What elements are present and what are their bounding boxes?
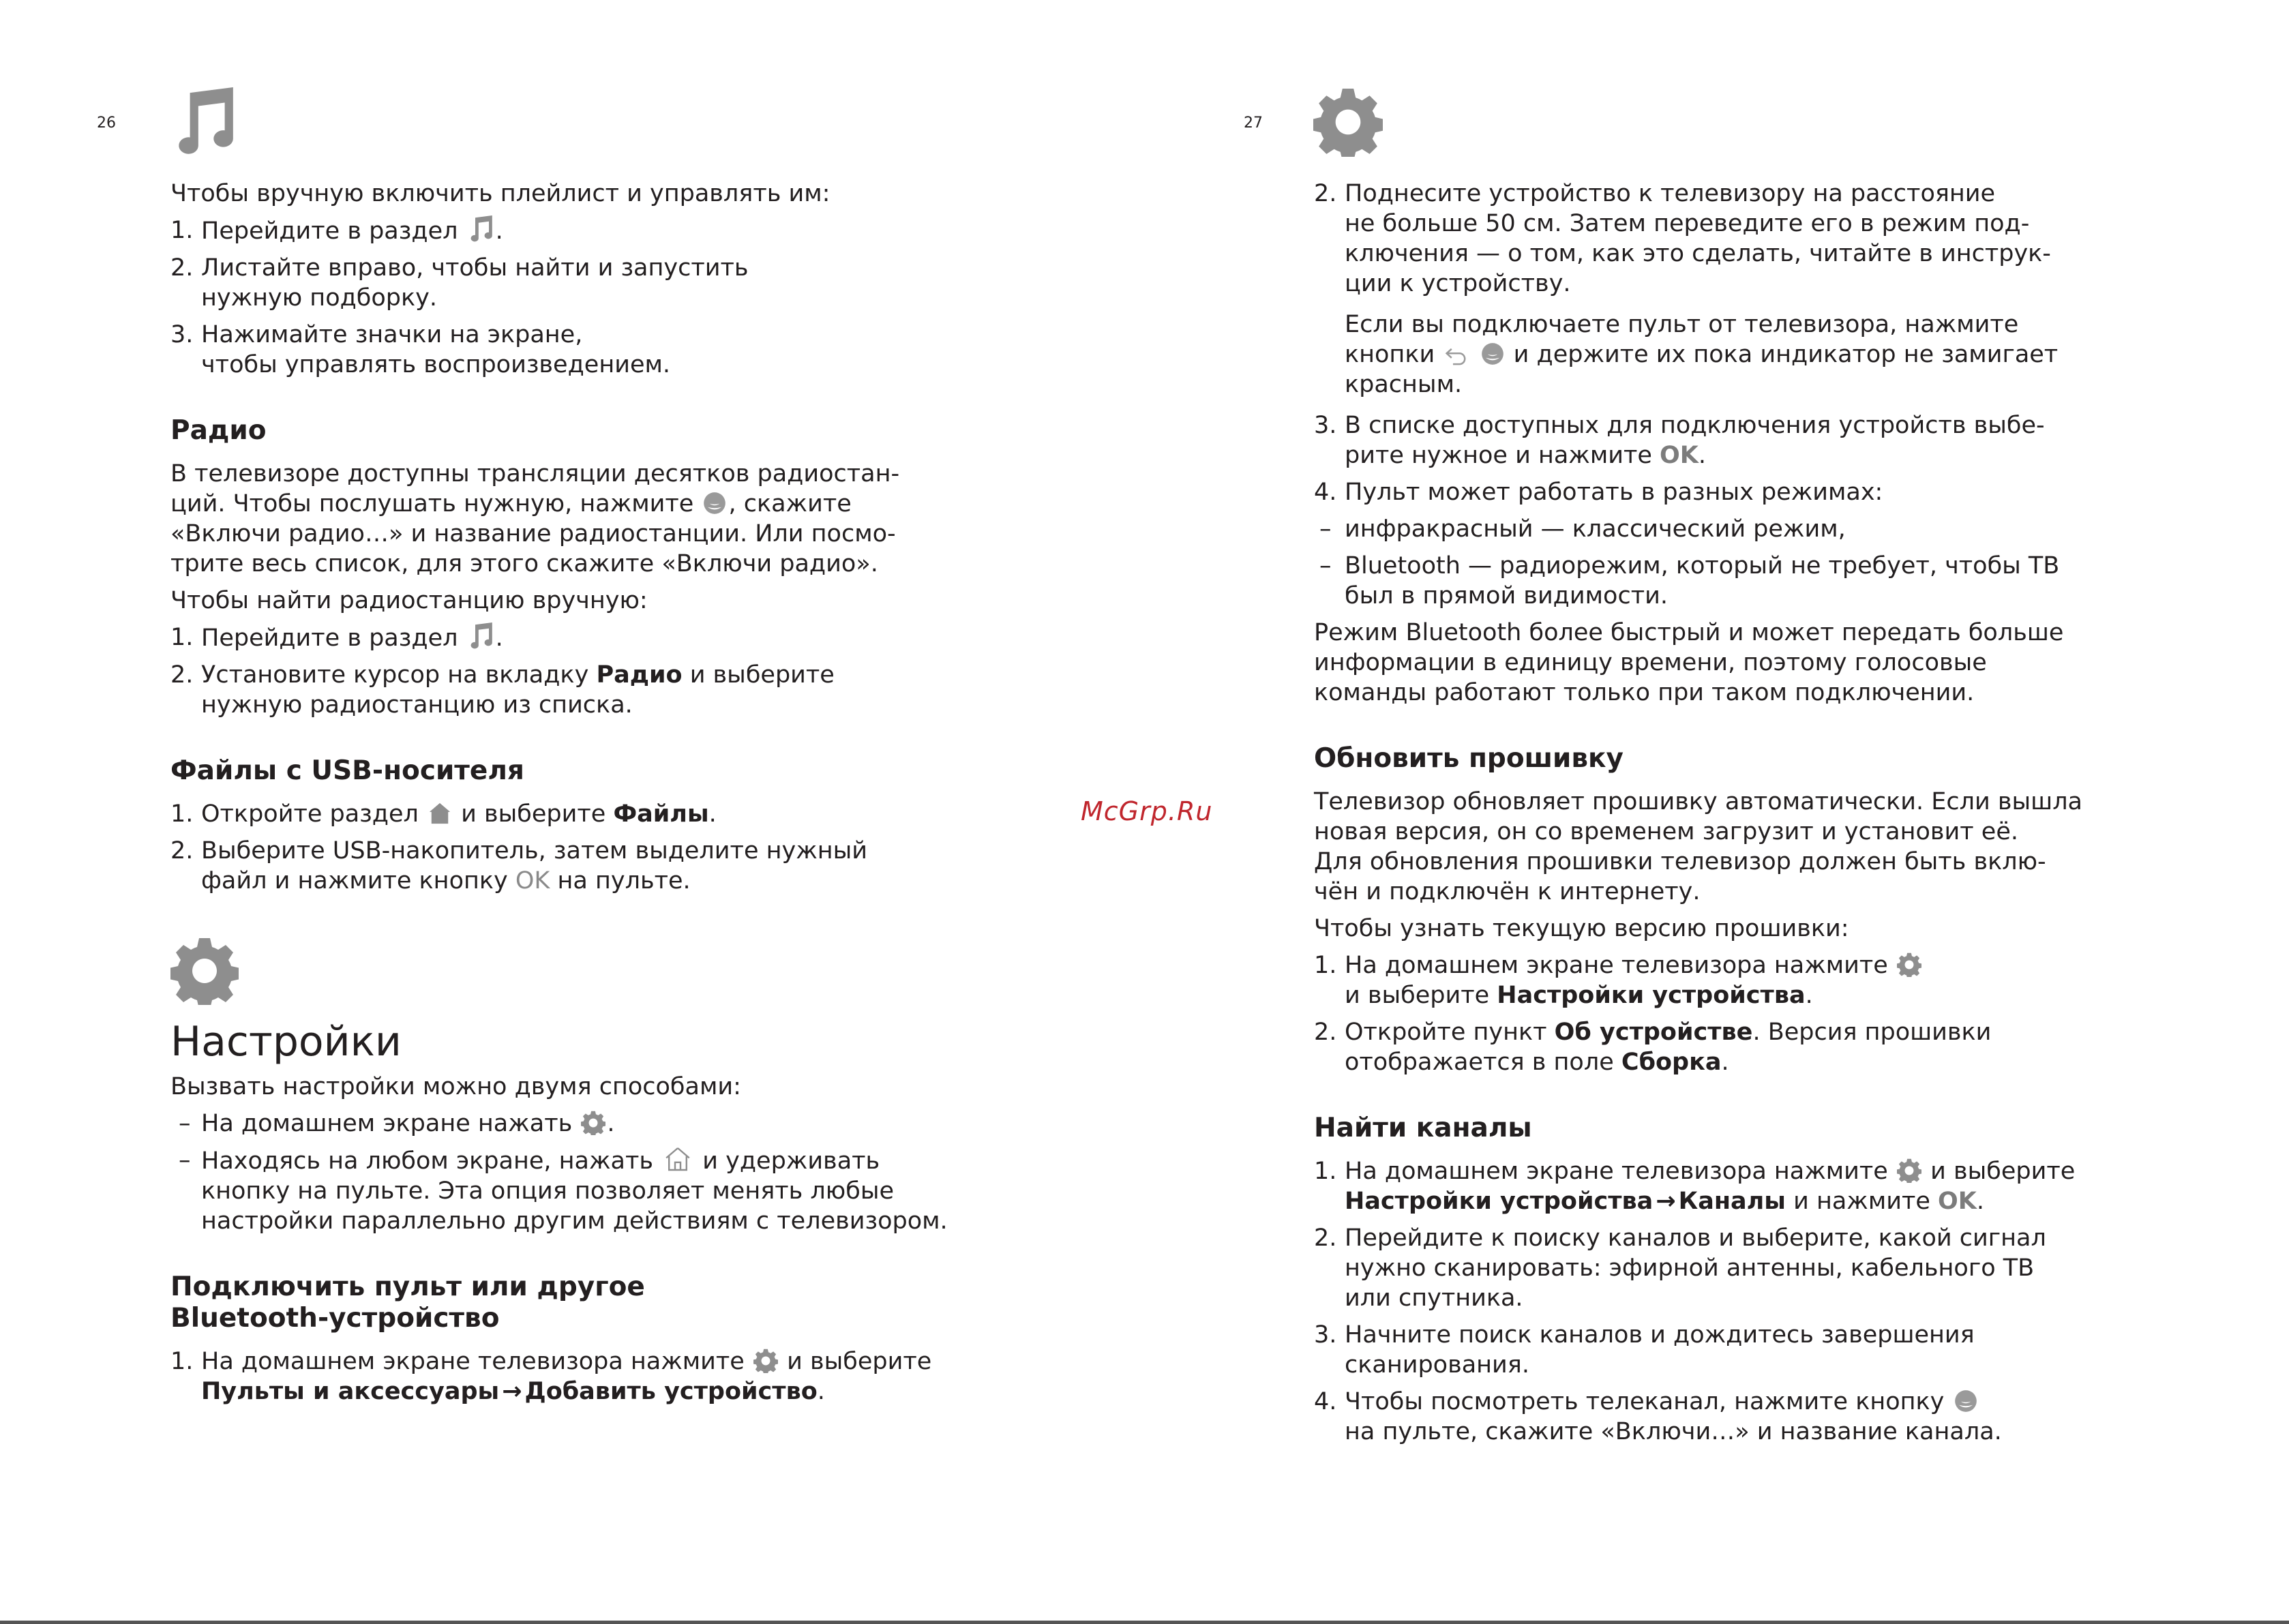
gear-icon	[753, 1349, 778, 1373]
list-item: 1. На домашнем экране телевизора нажмите и выберите Настройки устройства → Каналы и нажмите OK.	[1314, 1158, 2076, 1215]
playlist-intro: Чтобы вручную включить плейлист и управлять им:	[170, 180, 831, 207]
alice-voice-icon	[1954, 1389, 1978, 1413]
gear-icon	[170, 937, 239, 1005]
list-item: 1. Перейдите в раздел .	[170, 217, 503, 245]
list-item: 2. Листайте вправо, чтобы найти и запустить нужную подборку.	[170, 254, 749, 312]
music-note-icon	[467, 215, 494, 243]
back-icon	[1443, 342, 1469, 366]
radio-heading: Радио	[170, 415, 267, 446]
gear-icon	[1313, 87, 1383, 157]
home-outline-icon	[662, 1145, 693, 1173]
radio-paragraph: В телевизоре доступны трансляции десятков радиостан- ций. Чтобы послушать нужную, нажмите , скажите «Включи радио…» и название радиостанции. Или посмо- трите весь список, для этого скажите «Включи радио».	[170, 460, 900, 577]
connect-remote-heading: Подключить пульт или другое Bluetooth-устройство	[170, 1272, 645, 1334]
right-column	[1314, 179, 2200, 1454]
music-note-icon	[169, 87, 239, 157]
list-item: 2. Перейдите к поиску каналов и выберите, какой сигнал нужно сканировать: эфирной антенны, кабельного ТВ или спутника.	[1314, 1224, 2046, 1312]
right-page	[1144, 0, 2289, 1624]
list-item: 2. Выберите USB-накопитель, затем выделите нужный файл и нажмите кнопку OK на пульте.	[170, 837, 867, 894]
step-note: Если вы подключаете пульт от телевизора, нажмите кнопки и держите их пока индикатор не замигает красным.	[1345, 311, 2059, 398]
left-column	[170, 179, 1057, 1413]
list-item: 4. Пульт может работать в разных режимах:	[1314, 479, 1883, 506]
list-item: 3. Нажимайте значки на экране, чтобы управлять воспроизведением.	[170, 321, 671, 378]
music-note-icon	[467, 622, 494, 650]
bluetooth-paragraph: Режим Bluetooth более быстрый и может передать больше информации в единицу времени, поэтому голосовые команды работают только при таком подключении.	[1314, 619, 2064, 706]
list-item: 3. В списке доступных для подключения устройств выбе- рите нужное и нажмите OK.	[1314, 412, 2045, 469]
list-item: 1. Откройте раздел и выберите Файлы.	[170, 800, 717, 828]
radio-manual-intro: Чтобы найти радиостанцию вручную:	[170, 587, 648, 614]
list-item: 1. На домашнем экране телевизора нажмите и выберите Настройки устройства.	[1314, 950, 2200, 1010]
home-icon	[428, 801, 452, 826]
channels-heading: Найти каналы	[1314, 1113, 1532, 1143]
list-item: – Bluetooth — радиорежим, который не требует, чтобы ТВ был в прямой видимости.	[1319, 552, 2060, 610]
watermark: McGrp.Ru	[1081, 796, 1213, 826]
settings-title: Настройки	[170, 1018, 402, 1066]
alice-voice-icon	[1480, 342, 1505, 366]
list-item: 1. Перейдите в раздел .	[170, 624, 503, 652]
bottom-border	[0, 1621, 2289, 1624]
list-item: 2. Поднесите устройство к телевизору на расстояние не больше 50 см. Затем переведите его в режим под- ключения — о том, как это сделать, читайте в инструк- ции к устройству.	[1314, 180, 2051, 297]
left-page	[0, 0, 1144, 1624]
firmware-paragraph: Телевизор обновляет прошивку автоматически. Если вышла новая версия, он со временем загрузит и установит её. Для обновления прошивки телевизор должен быть вклю- чён и подключён к интернету.	[1314, 788, 2083, 905]
page-number: 26	[97, 115, 116, 132]
list-item: 2. Откройте пункт Об устройстве. Версия прошивки отображается в поле Сборка.	[1314, 1019, 1992, 1076]
list-item: 1. На домашнем экране телевизора нажмите и выберите Пульты и аксессуары → Добавить устройство.	[170, 1348, 932, 1405]
firmware-version-intro: Чтобы узнать текущую версию прошивки:	[1314, 915, 1849, 942]
gear-icon	[581, 1111, 605, 1135]
list-item: – Находясь на любом экране, нажать и удерживать кнопку на пульте. Эта опция позволяет менять любые настройки параллельно другим действиям с телевизором.	[179, 1147, 948, 1235]
list-item: – инфракрасный — классический режим,	[1319, 515, 1846, 543]
firmware-heading: Обновить прошивку	[1314, 743, 1624, 774]
gear-icon	[1897, 952, 1921, 977]
list-item: 3. Начните поиск каналов и дождитесь завершения сканирования.	[1314, 1321, 1975, 1379]
settings-intro: Вызвать настройки можно двумя способами:	[170, 1073, 741, 1100]
page-number: 27	[1244, 115, 1263, 132]
list-item: 4. Чтобы посмотреть телеканал, нажмите кнопку на пульте, скажите «Включи…» и название канала.	[1314, 1388, 2002, 1445]
alice-voice-icon	[702, 491, 727, 515]
list-item: – На домашнем экране нажать .	[179, 1110, 615, 1137]
usb-heading: Файлы с USB-носителя	[170, 755, 524, 786]
list-item: 2. Установите курсор на вкладку Радио и выберите нужную радиостанцию из списка.	[170, 661, 835, 719]
gear-icon	[1897, 1158, 1921, 1183]
